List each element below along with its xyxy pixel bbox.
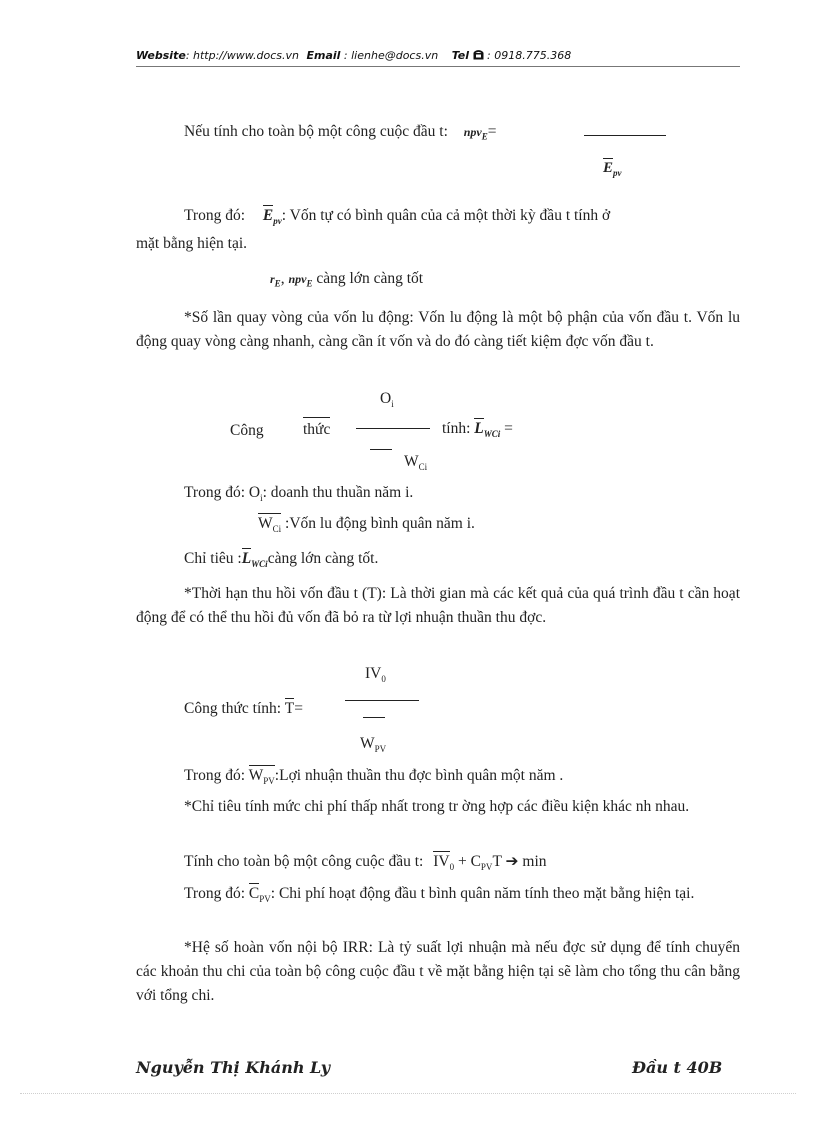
f1-numerator: $O_i$ <box>380 390 394 410</box>
website-label: Website <box>136 49 186 62</box>
better-text: càng lớn càng tốt <box>316 270 424 287</box>
arrow-icon: ➔ <box>505 853 519 870</box>
lwc-criterion: Chỉ tiêu $:L_{WCi}càng$ lớn càng tốt. <box>184 550 379 570</box>
tel-label: Tel <box>451 49 470 62</box>
f1-short-bar <box>370 449 392 450</box>
email-value: : lienhe@docs.vn <box>340 49 439 62</box>
equity-definition-cont: mặt bằng hiện tại. <box>136 235 248 252</box>
f2-fraction-bar <box>345 700 419 701</box>
wpv-symbol: $W_{PV}$ <box>248 767 275 787</box>
min-cost-paragraph: *Chỉ tiêu tính mức chi phí thấp nhất trong tr ờng hợp các điều kiện khác nh nhau. <box>184 798 690 815</box>
r-symbol: $r_E$ <box>270 272 281 289</box>
cpv-definition: Trong đó: $C_{PV}$: Chi phí hoạt động đầu t bình quân năm tính theo mặt bằng hiện tại. <box>184 885 695 905</box>
website-value: : http://www.docs.vn <box>185 49 299 62</box>
phone-icon <box>473 49 488 62</box>
wc-symbol: $W_{Ci}$ <box>258 515 282 535</box>
equity-definition: : Vốn tự có bình quân của cả một thời kỳ đầu t tính ở <box>281 207 611 224</box>
tel-value: : 0918.775.368 <box>487 49 572 62</box>
wpv-definition: Trong đó: $W_{PV}:Lợi$ nhuận thuần thu đợc bình quân một năm . <box>184 767 564 787</box>
npv-equals: = <box>487 123 497 140</box>
npv-denominator: $E_{pv}$ <box>603 160 622 178</box>
f2-lhs: Công thức tính: T= <box>184 700 303 717</box>
footer-author: Nguyễn Thị Khánh Ly <box>136 1058 331 1077</box>
npv-fraction-bar <box>584 135 666 136</box>
working-capital-paragraph: *Số lần quay vòng của vốn lu động: Vốn lu động là một bộ phận của vốn đầu t. Vốn lu động quay vòng càng nhanh, càng cần ít vốn và do đó càng tiết kiệm đợc vốn đầu t. <box>136 309 740 350</box>
f1-rhs: tính: $L_{WCi}$ = <box>442 420 513 440</box>
f2-numerator: $IV_0$ <box>365 665 386 685</box>
payback-paragraph: *Thời hạn thu hồi vốn đầu t (T): Là thời gian mà các kết quả của quá trình đầu t cần hoạt động để có thể thu hồi đủ vốn đã bỏ ra từ lợi nhuận thuần thu đợc. <box>136 585 740 626</box>
f1-denominator: $W_{Ci}$ <box>404 453 428 473</box>
min-cost-formula: Tính cho toàn bộ một công cuộc đầu t: $IV_0 + C_{PV}T$ ➔ min <box>184 853 547 873</box>
lwc-symbol-2: $L_{WCi}$ <box>241 550 268 570</box>
f1-fraction-bar <box>356 428 430 429</box>
wc-definition: $W_{Ci}$ :Vốn lu động bình quân năm i. <box>258 515 475 535</box>
page-bottom-border <box>20 1093 796 1094</box>
irr-paragraph: *Hệ số hoàn vốn nội bộ IRR: Là tỷ suất lợi nhuận mà nếu đợc sử dụng để tính chuyển các khoản thu chi của toàn bộ công cuộc đầu t về mặt bằng hiện tại sẽ làm cho tổng thu cân bằng với tổng chi. <box>136 939 740 1004</box>
footer-class: Đầu t 40B <box>632 1058 723 1077</box>
npv-symbol: npv$_E$ <box>463 125 488 142</box>
f2-denominator: $W_{PV}$ <box>360 735 387 755</box>
email-label: Email <box>306 49 341 62</box>
npv-symbol-2: npv$_E$ <box>288 272 313 289</box>
page-header <box>136 49 571 62</box>
revenue-definition: Trong đó: $O_i$: doanh thu thuần năm i. <box>184 484 414 504</box>
npv-formula-line <box>184 121 497 147</box>
lwc-symbol: $L_{WCi}$ <box>474 420 501 440</box>
equity-definition-line <box>184 205 610 232</box>
trong-do-label: Trong đó: <box>184 207 246 224</box>
npv-intro-text: Nếu tính cho toàn bộ một công cuộc đầu t: <box>184 123 448 140</box>
header-rule <box>136 66 740 67</box>
f2-short-bar <box>363 717 385 718</box>
better-line: $r_E$, npv$_E$ càng lớn càng tốt <box>270 270 424 289</box>
equity-symbol: $E_{pv}$ <box>262 207 282 227</box>
f1-word-cong: Công <box>230 422 264 439</box>
f1-word-thuc: thức <box>303 417 330 441</box>
